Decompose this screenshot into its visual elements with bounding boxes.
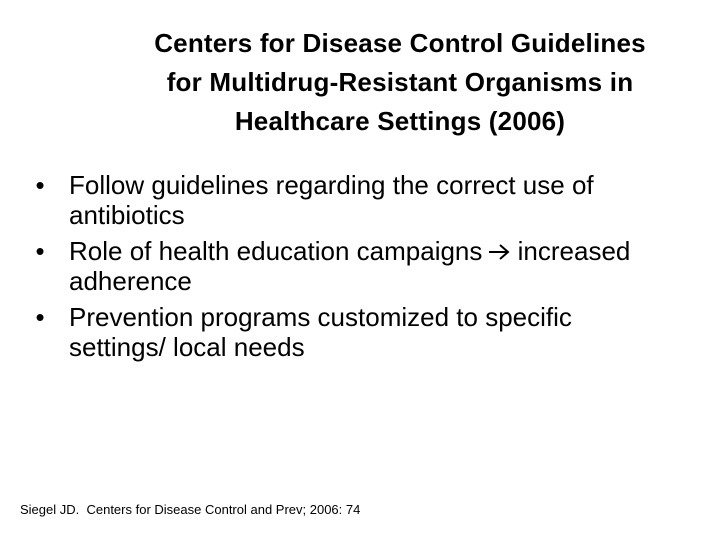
bullet-icon: •	[35, 236, 45, 266]
slide-title	[40, 24, 720, 141]
bullet-text-continued: increased adherence	[69, 236, 631, 296]
right-arrow-icon	[488, 243, 510, 261]
bullet-list	[30, 170, 670, 368]
bullet-item-education	[30, 236, 670, 296]
title-line-1: Centers for Disease Control Guidelines	[154, 28, 646, 58]
title-line-2: for Multidrug-Resistant Organisms in	[166, 67, 634, 97]
bullet-text: Follow guidelines regarding the correct use of antibiotics	[69, 170, 594, 230]
bullet-text: Role of health education campaigns	[69, 236, 483, 266]
bullet-icon: •	[35, 170, 45, 200]
bullet-text: Prevention programs customized to specific settings/ local needs	[69, 302, 572, 362]
bullet-item-antibiotics	[30, 170, 670, 230]
title-line-3: Healthcare Settings (2006)	[234, 106, 566, 136]
bullet-icon: •	[35, 302, 45, 332]
bullet-item-prevention	[30, 302, 670, 362]
citation: Siegel JD. Centers for Disease Control and Prev; 2006: 74	[20, 502, 361, 517]
